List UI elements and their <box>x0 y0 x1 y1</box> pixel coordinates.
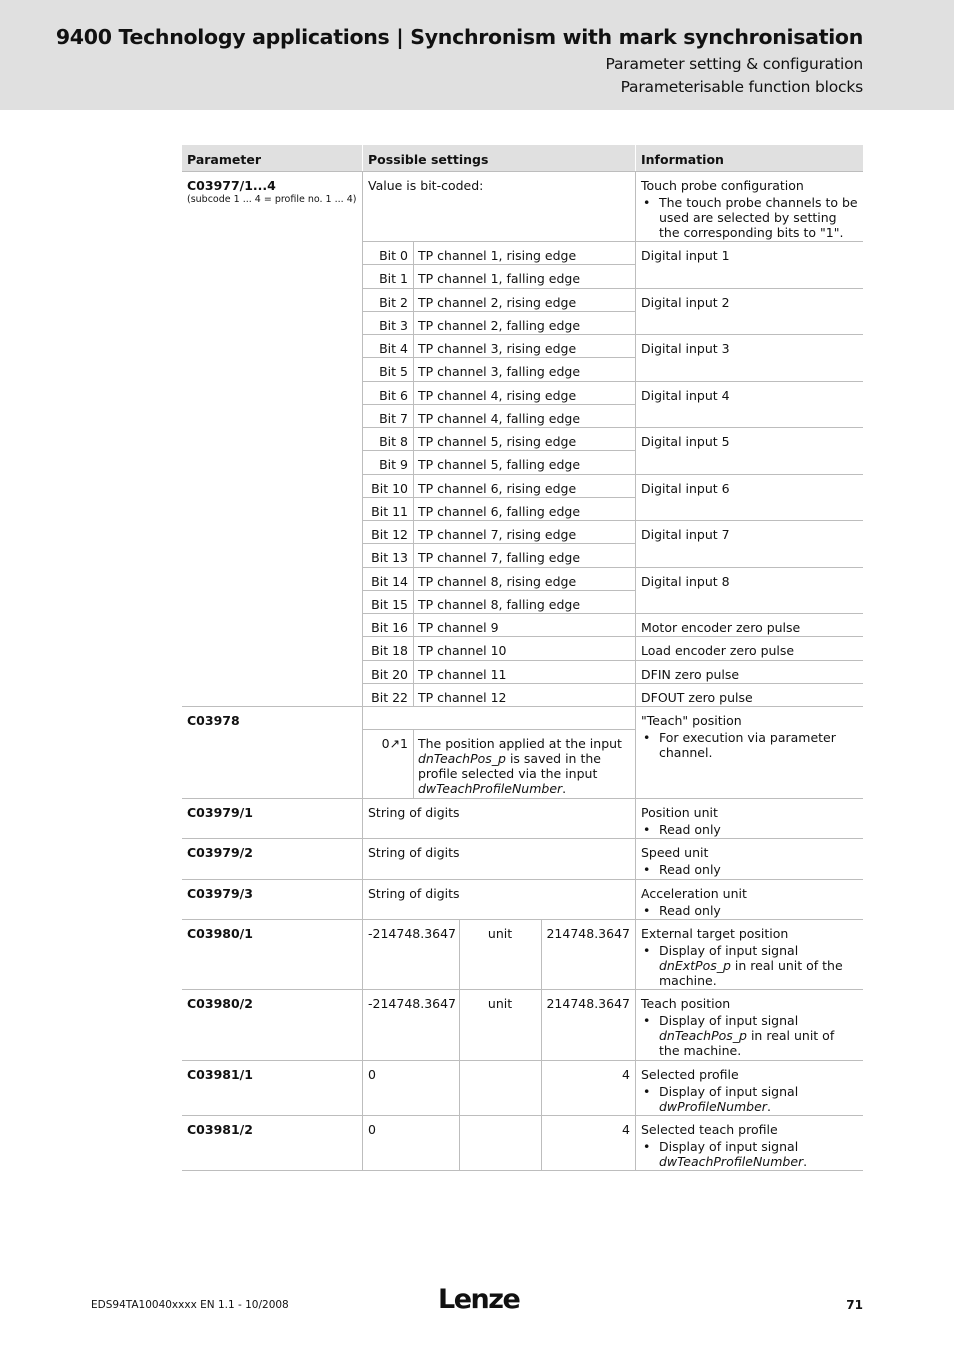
bit-description: TP channel 4, rising edge <box>418 387 577 403</box>
bit-info: Digital input 3 <box>641 341 730 356</box>
info-title: Position unit <box>641 805 718 820</box>
grid-line <box>636 706 863 707</box>
setting-text: String of digits <box>368 886 460 901</box>
bit-description: TP channel 6, rising edge <box>418 480 577 496</box>
table-row <box>182 707 863 799</box>
grid-line <box>182 989 863 990</box>
grid-line <box>636 241 863 242</box>
info-title: External target position <box>641 926 789 941</box>
header-parameter: Parameter <box>187 152 261 167</box>
grid-line <box>636 567 863 568</box>
max-value: 214748.3647 <box>546 996 630 1011</box>
bit-number: Bit 4 <box>379 341 408 356</box>
bullet-text: Display of input signal <box>659 1139 799 1154</box>
grid-line <box>363 706 636 707</box>
table-row <box>182 920 863 990</box>
grid-line <box>541 920 542 1171</box>
info-title: Teach position <box>641 996 731 1011</box>
grid-line <box>363 660 636 661</box>
bit-info: DFIN zero pulse <box>641 666 740 682</box>
grid-line <box>182 1115 863 1116</box>
grid-line <box>636 683 863 684</box>
param-c03980-2: C03980/2 <box>187 996 253 1011</box>
grid-line <box>636 520 863 521</box>
info-bullet <box>654 1139 858 1169</box>
grid-line <box>362 172 363 1171</box>
bit-description: TP channel 1, falling edge <box>418 271 581 287</box>
key-symbol: 0↗1 <box>381 736 408 751</box>
bullet-post: in real unit of the machine. <box>659 958 843 988</box>
info-title: Speed unit <box>641 845 709 860</box>
param-c03979-3: C03979/3 <box>187 886 253 901</box>
grid-line <box>636 427 863 428</box>
bit-description: TP channel 2, falling edge <box>418 317 581 333</box>
info-bullet <box>654 943 858 988</box>
grid-line <box>636 334 863 335</box>
bullet-text: Display of input signal <box>659 1084 799 1099</box>
grid-line <box>363 590 636 591</box>
bit-number: Bit 20 <box>371 666 408 682</box>
bit-info: Motor encoder zero pulse <box>641 620 801 635</box>
min-value: 0 <box>368 1067 376 1082</box>
table-row <box>182 799 863 839</box>
setting-text: String of digits <box>368 845 460 860</box>
bullet-text: Display of input signal <box>659 943 799 958</box>
bit-info: DFOUT zero pulse <box>641 689 753 705</box>
grid-line <box>363 404 636 405</box>
bit-number: Bit 22 <box>371 689 408 705</box>
table-row <box>182 1116 863 1171</box>
grid-line <box>363 613 636 614</box>
grid-line <box>635 172 636 1171</box>
param-note: (subcode 1 ... 4 = profile no. 1 ... 4) <box>187 194 357 205</box>
grid-line <box>363 683 636 684</box>
info-cell <box>636 880 863 918</box>
grid-line <box>636 613 863 614</box>
bit-description: TP channel 5, falling edge <box>418 457 581 473</box>
max-value: 4 <box>622 1122 630 1137</box>
grid-line <box>363 636 636 637</box>
bit-number: Bit 7 <box>379 410 408 426</box>
info-cell <box>636 1116 863 1169</box>
info-bullet: • Read only <box>654 862 858 877</box>
grid-line <box>182 838 863 839</box>
info-bullet: • Read only <box>654 903 858 918</box>
bit-description: TP channel 3, falling edge <box>418 364 581 380</box>
desc-text-2: is saved in the profile selected via the input <box>418 751 601 781</box>
grid-line <box>182 919 863 920</box>
param-c03979-1: C03979/1 <box>187 805 253 820</box>
bullet-post: . <box>766 1099 771 1114</box>
grid-line <box>182 1060 863 1061</box>
max-value: 4 <box>622 1067 630 1082</box>
table-row <box>182 880 863 920</box>
bit-description: TP channel 9 <box>418 620 499 635</box>
grid-line <box>363 264 636 265</box>
grid-line <box>636 636 863 637</box>
bit-number: Bit 11 <box>371 503 408 519</box>
info-cell <box>636 707 863 760</box>
param-c03981-1: C03981/1 <box>187 1067 253 1082</box>
bit-number: Bit 6 <box>379 387 408 403</box>
grid-line <box>363 288 636 289</box>
param-c03980-1: C03980/1 <box>187 926 253 941</box>
bit-number: Bit 3 <box>379 317 408 333</box>
grid-line <box>182 1170 863 1171</box>
grid-line <box>363 311 636 312</box>
grid-line <box>636 381 863 382</box>
grid-line <box>363 450 636 451</box>
parameter-code <box>182 172 362 206</box>
grid-line <box>363 474 636 475</box>
grid-line <box>636 288 863 289</box>
bit-number: Bit 2 <box>379 294 408 310</box>
page-header <box>0 0 954 110</box>
chapter-title: 9400 Technology applications | Synchronism with mark synchronisation <box>55 25 863 49</box>
info-bullet: • For execution via parameter channel. <box>654 730 858 760</box>
bit-info: Digital input 2 <box>641 294 730 310</box>
bit-number: Bit 5 <box>379 364 408 380</box>
table-row <box>182 172 863 242</box>
bullet-var: dwTeachProfileNumber <box>659 1154 804 1169</box>
bit-number: Bit 10 <box>371 480 408 496</box>
info-bullet: • The touch probe channels to be used are selected by setting the corresponding bits to "1". <box>654 195 858 240</box>
info-cell <box>636 920 863 988</box>
table-header-row <box>182 145 863 172</box>
grid-line <box>413 242 414 707</box>
min-value: 0 <box>368 1122 376 1137</box>
bit-number: Bit 13 <box>371 550 408 566</box>
bit-description: TP channel 8, falling edge <box>418 596 581 612</box>
info-title: Acceleration unit <box>641 886 747 901</box>
subsection-title: Parameterisable function blocks <box>620 78 863 96</box>
bit-info: Load encoder zero pulse <box>641 643 795 659</box>
bit-description: TP channel 10 <box>418 643 507 659</box>
setting-text: String of digits <box>368 805 460 820</box>
unit-value: unit <box>487 926 513 941</box>
bit-description: TP channel 7, rising edge <box>418 527 577 542</box>
grid-line <box>363 357 636 358</box>
lenze-logo: Lenze <box>438 1284 520 1315</box>
bit-number: Bit 15 <box>371 596 408 612</box>
min-value: -214748.3647 <box>368 996 457 1011</box>
min-value: -214748.3647 <box>368 926 457 941</box>
desc-end: . <box>562 781 567 796</box>
grid-line <box>636 474 863 475</box>
grid-line <box>363 520 636 521</box>
setting-text: Value is bit-coded: <box>368 178 484 193</box>
page-number: 71 <box>846 1298 863 1312</box>
bit-info: Digital input 6 <box>641 480 730 496</box>
desc-var-2: dwTeachProfileNumber <box>418 781 563 796</box>
grid-line <box>636 660 863 661</box>
bullet-post: . <box>803 1154 808 1169</box>
grid-line <box>363 497 636 498</box>
bit-number: Bit 0 <box>379 248 408 263</box>
grid-line <box>363 334 636 335</box>
grid-line <box>363 729 636 730</box>
table-row <box>182 1061 863 1116</box>
bullet-var: dwProfileNumber <box>659 1099 767 1114</box>
bit-description: TP channel 4, falling edge <box>418 410 581 426</box>
bit-number: Bit 8 <box>379 434 408 449</box>
info-cell <box>636 990 863 1058</box>
param-c03978: C03978 <box>187 713 240 728</box>
bit-description: TP channel 12 <box>418 689 507 705</box>
info-cell <box>636 172 863 240</box>
bit-number: Bit 12 <box>371 527 408 542</box>
bit-number: Bit 16 <box>371 620 408 635</box>
bullet-var: dnTeachPos_p <box>659 1028 747 1043</box>
bit-info: Digital input 1 <box>641 248 730 263</box>
bit-info: Digital input 5 <box>641 434 730 449</box>
table-row <box>182 839 863 880</box>
grid-line <box>363 241 636 242</box>
info-title: "Teach" position <box>641 713 742 728</box>
grid-line <box>182 171 863 172</box>
grid-line <box>363 543 636 544</box>
info-title: Touch probe configuration <box>641 178 804 193</box>
document-id: EDS94TA10040xxxx EN 1.1 - 10/2008 <box>91 1299 289 1311</box>
grid-line <box>182 798 863 799</box>
grid-line <box>413 730 414 799</box>
bit-info: Digital input 4 <box>641 387 730 403</box>
bit-description: TP channel 2, rising edge <box>418 294 577 310</box>
bit-description: TP channel 11 <box>418 666 507 682</box>
bullet-post: in real unit of the machine. <box>659 1028 835 1058</box>
grid-line <box>363 427 636 428</box>
grid-line <box>363 381 636 382</box>
bit-description: TP channel 1, rising edge <box>418 248 577 263</box>
bit-number: Bit 14 <box>371 573 408 589</box>
param-c03977: C03977/1...4 <box>187 178 276 193</box>
bit-description: TP channel 6, falling edge <box>418 503 581 519</box>
max-value: 214748.3647 <box>546 926 630 941</box>
info-title: Selected teach profile <box>641 1122 778 1137</box>
bit-description: TP channel 8, rising edge <box>418 573 577 589</box>
info-title: Selected profile <box>641 1067 739 1082</box>
bit-description: TP channel 5, rising edge <box>418 434 577 449</box>
info-bullet <box>654 1084 858 1114</box>
bullet-text: Display of input signal <box>659 1013 799 1028</box>
info-cell <box>636 1061 863 1114</box>
bit-number: Bit 9 <box>379 457 408 473</box>
grid-line <box>182 879 863 880</box>
bit-description: TP channel 3, rising edge <box>418 341 577 356</box>
info-bullet: • Read only <box>654 822 858 837</box>
desc-text-1: The position applied at the input <box>418 736 622 751</box>
bullet-var: dnExtPos_p <box>659 958 731 973</box>
info-bullet <box>654 1013 858 1058</box>
bit-info: Digital input 8 <box>641 573 730 589</box>
param-c03979-2: C03979/2 <box>187 845 253 860</box>
unit-value: unit <box>487 996 513 1011</box>
bit-info: Digital input 7 <box>641 527 730 542</box>
bit-description: TP channel 7, falling edge <box>418 550 581 566</box>
section-title: Parameter setting & configuration <box>605 55 863 73</box>
bit-number: Bit 1 <box>379 271 408 287</box>
param-c03981-2: C03981/2 <box>187 1122 253 1137</box>
info-cell <box>636 799 863 837</box>
grid-line <box>459 920 460 1171</box>
table-row <box>182 990 863 1061</box>
desc-var-1: dnTeachPos_p <box>418 751 506 766</box>
grid-line <box>363 567 636 568</box>
info-cell <box>636 839 863 877</box>
bit-number: Bit 18 <box>371 643 408 659</box>
setting-description <box>413 730 635 796</box>
header-information: Information <box>641 152 724 167</box>
header-possible-settings: Possible settings <box>368 152 489 167</box>
